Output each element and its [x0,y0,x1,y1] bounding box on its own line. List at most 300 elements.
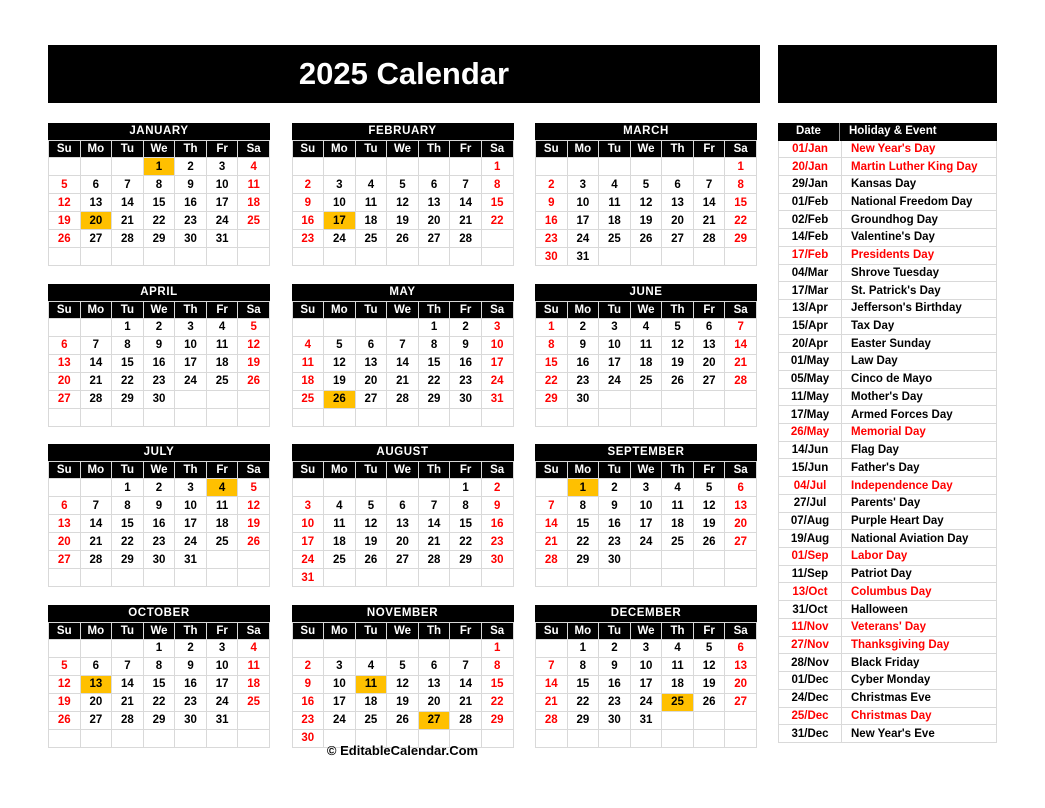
weekday-header: Th [662,301,694,318]
month-table [535,140,757,266]
empty-cell [693,569,725,587]
day-cell: 17 [630,515,662,533]
empty-cell [355,569,387,587]
day-cell: 18 [662,515,694,533]
empty-cell [49,408,81,426]
weekday-header-row [49,301,270,318]
month-title: JULY [48,444,270,461]
day-cell: 23 [450,372,482,390]
day-cell: 5 [324,336,356,354]
weekday-header: Fr [693,462,725,479]
holiday-date-header: Date [778,123,840,141]
holiday-row [778,211,997,229]
weekday-header: Su [292,301,324,318]
holiday-date: 01/Sep [791,550,829,563]
holiday-event: Veterans' Day [841,619,996,636]
empty-cell [725,569,757,587]
empty-cell [80,479,112,497]
weekday-header-row [292,622,513,639]
week-row [49,248,270,266]
day-cell: 29 [112,390,144,408]
empty-cell [143,408,175,426]
day-cell: 17 [481,354,513,372]
empty-cell [387,479,419,497]
day-cell: 6 [725,479,757,497]
empty-cell [387,408,419,426]
month-table [292,622,514,748]
day-cell: 18 [630,354,662,372]
title-side-box [778,45,997,103]
holiday-event: Martin Luther King Day [841,158,996,175]
day-cell: 23 [599,693,631,711]
empty-cell [80,158,112,176]
day-cell: 3 [292,497,324,515]
weekday-header: Fr [450,462,482,479]
empty-cell [599,390,631,408]
weekday-header-row [49,622,270,639]
day-cell: 30 [175,711,207,729]
day-cell: 28 [80,551,112,569]
weekday-header: Tu [112,462,144,479]
weekday-header: Sa [238,622,270,639]
holiday-row [778,335,997,353]
month-june [535,284,757,427]
day-cell: 16 [292,212,324,230]
day-cell: 12 [238,336,270,354]
day-cell: 7 [418,497,450,515]
weekday-header: Sa [725,141,757,158]
holiday-date: 20/Apr [792,337,828,350]
day-cell: 21 [112,693,144,711]
week-row [49,176,270,194]
day-cell: 19 [49,693,81,711]
empty-cell [387,639,419,657]
day-cell: 12 [387,194,419,212]
week-row [292,354,513,372]
week-row [536,711,757,729]
day-cell: 17 [175,354,207,372]
empty-cell [630,390,662,408]
holiday-date: 17/May [790,408,830,421]
day-cell: 22 [418,372,450,390]
holiday-event: Christmas Eve [841,690,996,707]
weekday-header: Sa [481,462,513,479]
holiday-row [778,282,997,300]
day-cell: 20 [693,354,725,372]
day-cell: 30 [175,230,207,248]
empty-cell [387,318,419,336]
day-cell: 24 [206,693,238,711]
day-cell: 1 [725,158,757,176]
week-row [292,693,513,711]
holiday-event: Mother's Day [841,389,996,406]
holiday-row [778,247,997,265]
holiday-event: St. Patrick's Day [841,282,996,299]
week-row [292,639,513,657]
empty-cell [599,408,631,426]
day-cell: 13 [662,194,694,212]
empty-cell [536,479,568,497]
holiday-date: 27/Nov [791,638,829,651]
day-cell: 28 [112,230,144,248]
holiday-day-cell: 13 [80,675,112,693]
empty-cell [324,479,356,497]
weekday-header: Th [175,141,207,158]
day-cell: 31 [175,551,207,569]
weekday-header: Mo [567,462,599,479]
week-row [292,657,513,675]
weekday-header: Fr [450,622,482,639]
holiday-date: 01/Feb [791,196,829,209]
day-cell: 26 [355,551,387,569]
holiday-row [778,158,997,176]
weekday-header: Mo [324,141,356,158]
day-cell: 8 [418,336,450,354]
day-cell: 5 [238,318,270,336]
day-cell: 1 [450,479,482,497]
week-row [536,354,757,372]
day-cell: 27 [725,533,757,551]
day-cell: 14 [450,194,482,212]
day-cell: 4 [355,176,387,194]
empty-cell [599,248,631,266]
weekday-header: Th [662,622,694,639]
day-cell: 15 [536,354,568,372]
weekday-header-row [536,141,757,158]
day-cell: 25 [206,533,238,551]
weekday-header: Sa [725,462,757,479]
day-cell: 22 [450,533,482,551]
weekday-header: Sa [238,141,270,158]
day-cell: 3 [175,479,207,497]
holiday-date: 04/Mar [791,266,829,279]
weekday-header: Tu [355,462,387,479]
day-cell: 26 [238,533,270,551]
weekday-header: Su [49,141,81,158]
holiday-row [778,442,997,460]
week-row [292,158,513,176]
day-cell: 8 [143,176,175,194]
empty-cell [112,248,144,266]
day-cell: 21 [450,693,482,711]
month-may [292,284,514,427]
day-cell: 12 [238,497,270,515]
empty-cell [355,408,387,426]
holiday-date: 31/Oct [792,603,828,616]
month-table [292,461,514,587]
day-cell: 5 [355,497,387,515]
day-cell: 13 [80,194,112,212]
weekday-header: Tu [355,141,387,158]
day-cell: 9 [292,675,324,693]
holiday-row [778,495,997,513]
holiday-event: National Aviation Day [841,530,996,547]
empty-cell [324,408,356,426]
day-cell: 13 [725,497,757,515]
day-cell: 8 [450,497,482,515]
day-cell: 25 [238,212,270,230]
empty-cell [418,248,450,266]
week-row [49,551,270,569]
day-cell: 26 [662,372,694,390]
day-cell: 26 [693,693,725,711]
month-table [48,622,270,748]
empty-cell [206,551,238,569]
month-table [535,622,757,748]
day-cell: 11 [355,194,387,212]
empty-cell [662,551,694,569]
day-cell: 19 [693,515,725,533]
week-row [49,657,270,675]
day-cell: 15 [567,675,599,693]
week-row [536,497,757,515]
empty-cell [324,318,356,336]
empty-cell [292,318,324,336]
day-cell: 6 [355,336,387,354]
day-cell: 31 [481,390,513,408]
empty-cell [206,390,238,408]
weekday-header: Su [49,622,81,639]
day-cell: 18 [238,675,270,693]
day-cell: 7 [536,657,568,675]
holiday-date: 04/Jul [793,479,827,492]
day-cell: 31 [206,230,238,248]
day-cell: 9 [536,194,568,212]
day-cell: 18 [355,212,387,230]
day-cell: 19 [387,693,419,711]
holiday-date: 31/Dec [791,727,829,740]
week-row [292,479,513,497]
day-cell: 26 [387,711,419,729]
holiday-row [778,176,997,194]
day-cell: 27 [418,230,450,248]
weekday-header: Fr [450,141,482,158]
weekday-header: We [143,141,175,158]
holiday-event: Flag Day [841,442,996,459]
day-cell: 1 [567,639,599,657]
holiday-event: New Year's Day [841,141,996,158]
weekday-header: Fr [693,301,725,318]
day-cell: 25 [662,533,694,551]
day-cell: 15 [112,354,144,372]
day-cell: 14 [418,515,450,533]
weekday-header: Th [418,462,450,479]
holiday-row [778,300,997,318]
day-cell: 7 [450,657,482,675]
holiday-day-cell: 27 [418,711,450,729]
day-cell: 13 [725,657,757,675]
day-cell: 18 [238,194,270,212]
empty-cell [143,569,175,587]
week-row [49,336,270,354]
empty-cell [418,408,450,426]
day-cell: 4 [206,318,238,336]
day-cell: 27 [80,711,112,729]
day-cell: 4 [662,639,694,657]
day-cell: 15 [481,194,513,212]
holiday-date: 14/Jun [791,444,829,457]
day-cell: 24 [630,533,662,551]
month-table [48,140,270,266]
week-row [292,497,513,515]
month-title: OCTOBER [48,605,270,622]
empty-cell [355,479,387,497]
month-february [292,123,514,266]
day-cell: 31 [206,711,238,729]
weekday-header: Th [418,141,450,158]
weekday-header: Tu [355,301,387,318]
day-cell: 5 [238,479,270,497]
day-cell: 26 [238,372,270,390]
weekday-header: We [387,462,419,479]
day-cell: 26 [693,533,725,551]
day-cell: 6 [725,639,757,657]
weekday-header: Tu [112,301,144,318]
month-december [535,605,757,748]
day-cell: 12 [693,657,725,675]
holiday-row [778,725,997,743]
day-cell: 3 [630,639,662,657]
week-row [292,230,513,248]
day-cell: 20 [418,693,450,711]
day-cell: 3 [206,158,238,176]
weekday-header: Tu [599,462,631,479]
weekday-header: We [143,462,175,479]
weekday-header: Fr [206,141,238,158]
empty-cell [567,408,599,426]
empty-cell [662,158,694,176]
week-row [49,693,270,711]
day-cell: 13 [49,515,81,533]
day-cell: 14 [80,354,112,372]
day-cell: 4 [355,657,387,675]
day-cell: 10 [292,515,324,533]
day-cell: 15 [112,515,144,533]
week-row [49,497,270,515]
holiday-day-cell: 4 [206,479,238,497]
week-row [49,372,270,390]
day-cell: 3 [630,479,662,497]
empty-cell [481,230,513,248]
empty-cell [725,390,757,408]
holiday-day-cell: 11 [355,675,387,693]
empty-cell [630,569,662,587]
weekday-header: Su [49,462,81,479]
empty-cell [112,408,144,426]
day-cell: 20 [355,372,387,390]
day-cell: 14 [80,515,112,533]
holiday-row [778,389,997,407]
day-cell: 26 [49,230,81,248]
week-row [49,194,270,212]
day-cell: 9 [599,657,631,675]
weekday-header: Th [175,462,207,479]
weekday-header: Mo [567,141,599,158]
empty-cell [536,639,568,657]
day-cell: 23 [175,693,207,711]
holiday-date: 13/Oct [792,585,828,598]
week-row [292,318,513,336]
day-cell: 27 [49,390,81,408]
holiday-event: Memorial Day [841,424,996,441]
day-cell: 21 [80,533,112,551]
holiday-event: Groundhog Day [841,211,996,228]
day-cell: 20 [387,533,419,551]
day-cell: 3 [481,318,513,336]
holiday-event: Purple Heart Day [841,513,996,530]
day-cell: 22 [481,693,513,711]
day-cell: 24 [630,693,662,711]
day-cell: 9 [567,336,599,354]
weekday-header: Mo [567,622,599,639]
holiday-event: Columbus Day [841,583,996,600]
day-cell: 8 [481,657,513,675]
holiday-event: Armed Forces Day [841,406,996,423]
weekday-header: Th [175,622,207,639]
day-cell: 19 [387,212,419,230]
holiday-event: Christmas Day [841,708,996,725]
day-cell: 20 [725,515,757,533]
week-row [49,390,270,408]
day-cell: 28 [418,551,450,569]
holiday-event: Valentine's Day [841,229,996,246]
day-cell: 27 [693,372,725,390]
day-cell: 10 [206,657,238,675]
day-cell: 20 [725,675,757,693]
title-bar [48,45,760,103]
weekday-header: Su [292,462,324,479]
empty-cell [450,248,482,266]
day-cell: 16 [143,354,175,372]
empty-cell [536,158,568,176]
day-cell: 10 [567,194,599,212]
day-cell: 8 [725,176,757,194]
empty-cell [725,408,757,426]
day-cell: 6 [693,318,725,336]
day-cell: 1 [112,479,144,497]
empty-cell [387,158,419,176]
week-row [49,515,270,533]
weekday-header: Tu [599,141,631,158]
day-cell: 12 [662,336,694,354]
day-cell: 9 [175,657,207,675]
empty-cell [630,551,662,569]
empty-cell [206,248,238,266]
day-cell: 16 [567,354,599,372]
holiday-event: Halloween [841,601,996,618]
day-cell: 19 [355,533,387,551]
day-cell: 28 [80,390,112,408]
empty-cell [450,639,482,657]
day-cell: 25 [355,230,387,248]
day-cell: 13 [387,515,419,533]
day-cell: 29 [481,711,513,729]
day-cell: 4 [599,176,631,194]
day-cell: 25 [292,390,324,408]
day-cell: 5 [630,176,662,194]
weekday-header: Sa [238,462,270,479]
day-cell: 25 [630,372,662,390]
day-cell: 10 [599,336,631,354]
day-cell: 2 [567,318,599,336]
weekday-header: Mo [324,622,356,639]
weekday-header-row [536,462,757,479]
day-cell: 9 [481,497,513,515]
holiday-date: 11/Sep [791,568,829,581]
week-row [536,248,757,266]
day-cell: 3 [599,318,631,336]
day-cell: 10 [175,497,207,515]
